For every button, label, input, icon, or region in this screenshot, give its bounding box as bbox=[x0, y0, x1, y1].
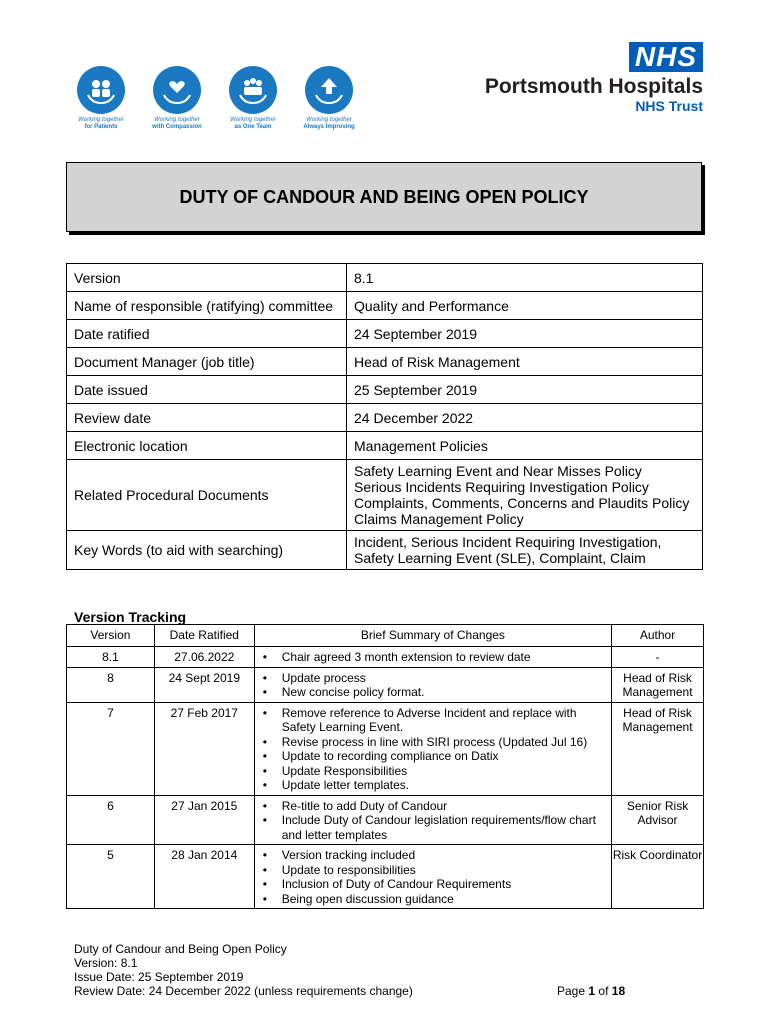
author-cell: Head of Risk Management bbox=[612, 702, 704, 795]
page-of: of bbox=[598, 984, 609, 998]
change-item: • Update letter templates. bbox=[255, 778, 611, 793]
date-cell: 27 Jan 2015 bbox=[154, 795, 254, 845]
value-improving bbox=[292, 66, 366, 131]
author-cell: Senior Risk Advisor bbox=[612, 795, 704, 845]
table-row bbox=[67, 667, 704, 702]
trust-values bbox=[64, 66, 368, 131]
page-number bbox=[557, 984, 625, 998]
value-line1: Working together bbox=[230, 117, 276, 123]
nhs-logo: NHS bbox=[629, 42, 703, 72]
table-row bbox=[67, 264, 703, 292]
title-box bbox=[66, 162, 702, 232]
info-value: 24 September 2019 bbox=[347, 320, 703, 348]
compassion-icon bbox=[153, 66, 201, 114]
value-team bbox=[216, 66, 290, 131]
trust-logo bbox=[485, 42, 703, 114]
info-label: Document Manager (job title) bbox=[67, 348, 347, 376]
info-value bbox=[347, 460, 703, 531]
value-line2: Always Improving bbox=[303, 124, 355, 130]
change-item: • Version tracking included bbox=[255, 848, 611, 863]
version-cell: 6 bbox=[67, 795, 155, 845]
table-row bbox=[67, 348, 703, 376]
table-header-row bbox=[67, 625, 704, 647]
page-prefix: Page bbox=[557, 984, 586, 998]
change-item: • Chair agreed 3 month extension to review date bbox=[255, 650, 611, 665]
footer-line: Version: 8.1 bbox=[74, 956, 138, 970]
version-cell: 5 bbox=[67, 845, 155, 909]
value-compassion bbox=[140, 66, 214, 131]
change-item: • Include Duty of Candour legislation requirements/flow chart and letter templates bbox=[255, 813, 611, 842]
team-icon bbox=[229, 66, 277, 114]
date-cell: 24 Sept 2019 bbox=[154, 667, 254, 702]
info-label: Related Procedural Documents bbox=[67, 460, 347, 531]
trust-subtitle: NHS Trust bbox=[635, 98, 703, 114]
change-item: • Being open discussion guidance bbox=[255, 892, 611, 907]
author-cell: - bbox=[612, 647, 704, 668]
table-row bbox=[67, 845, 704, 909]
change-item: • Update Responsibilities bbox=[255, 764, 611, 779]
date-cell: 28 Jan 2014 bbox=[154, 845, 254, 909]
info-value: Head of Risk Management bbox=[347, 348, 703, 376]
related-doc: Claims Management Policy bbox=[354, 511, 524, 527]
patients-icon bbox=[77, 66, 125, 114]
table-row bbox=[67, 702, 704, 795]
changes-cell bbox=[254, 702, 611, 795]
table-row bbox=[67, 376, 703, 404]
change-item: • Update to responsibilities bbox=[255, 863, 611, 878]
table-row bbox=[67, 320, 703, 348]
changes-cell bbox=[254, 667, 611, 702]
info-label: Electronic location bbox=[67, 432, 347, 460]
table-row bbox=[67, 460, 703, 531]
version-tracking-table bbox=[66, 624, 704, 909]
date-cell: 27 Feb 2017 bbox=[154, 702, 254, 795]
table-row bbox=[67, 795, 704, 845]
table-row bbox=[67, 647, 704, 668]
changes-cell bbox=[254, 845, 611, 909]
related-doc: Complaints, Comments, Concerns and Plaudits Policy bbox=[354, 495, 690, 511]
trust-name: Portsmouth Hospitals bbox=[484, 75, 703, 98]
value-line1: Working together bbox=[78, 117, 124, 123]
value-line2: with Compassion bbox=[152, 124, 202, 130]
author-cell: Head of Risk Management bbox=[612, 667, 704, 702]
date-cell: 27.06.2022 bbox=[154, 647, 254, 668]
footer bbox=[74, 942, 413, 998]
table-row bbox=[67, 432, 703, 460]
changes-cell bbox=[254, 795, 611, 845]
table-row bbox=[67, 531, 703, 570]
table-row bbox=[67, 404, 703, 432]
related-doc: Serious Incidents Requiring Investigation Policy bbox=[354, 479, 649, 495]
table-row bbox=[67, 292, 703, 320]
footer-line: Duty of Candour and Being Open Policy bbox=[74, 942, 287, 956]
page-title: DUTY OF CANDOUR AND BEING OPEN POLICY bbox=[179, 186, 589, 207]
change-item: • Revise process in line with SIRI process (Updated Jul 16) bbox=[255, 735, 611, 750]
info-label: Version bbox=[67, 264, 347, 292]
info-value: Management Policies bbox=[347, 432, 703, 460]
info-label: Date ratified bbox=[67, 320, 347, 348]
info-label: Key Words (to aid with searching) bbox=[67, 531, 347, 570]
document-info-table bbox=[66, 263, 703, 570]
column-header: Author bbox=[612, 625, 704, 647]
keywords-line: Incident, Serious Incident Requiring Investigation, bbox=[354, 534, 662, 550]
change-item: • Update process bbox=[255, 671, 611, 686]
version-cell: 8 bbox=[67, 667, 155, 702]
info-value: 25 September 2019 bbox=[347, 376, 703, 404]
author-cell: Risk Coordinator bbox=[612, 845, 704, 909]
change-item: • Re-title to add Duty of Candour bbox=[255, 799, 611, 814]
value-line2: as One Team bbox=[234, 124, 272, 130]
info-value: 8.1 bbox=[347, 264, 703, 292]
page-current: 1 bbox=[588, 984, 596, 998]
column-header: Brief Summary of Changes bbox=[254, 625, 611, 647]
page-total: 18 bbox=[611, 984, 626, 998]
change-item: • New concise policy format. bbox=[255, 685, 611, 700]
info-label: Date issued bbox=[67, 376, 347, 404]
changes-cell bbox=[254, 647, 611, 668]
column-header: Date Ratified bbox=[154, 625, 254, 647]
info-label: Review date bbox=[67, 404, 347, 432]
version-cell: 8.1 bbox=[67, 647, 155, 668]
column-header: Version bbox=[67, 625, 155, 647]
value-line2: for Patients bbox=[84, 124, 118, 130]
change-item: • Remove reference to Adverse Incident and replace with Safety Learning Event. bbox=[255, 706, 611, 735]
related-doc: Safety Learning Event and Near Misses Policy bbox=[354, 463, 642, 479]
change-item: • Inclusion of Duty of Candour Requirements bbox=[255, 877, 611, 892]
version-cell: 7 bbox=[67, 702, 155, 795]
value-line1: Working together bbox=[306, 117, 352, 123]
footer-line: Issue Date: 25 September 2019 bbox=[74, 970, 244, 984]
keywords-line: Safety Learning Event (SLE), Complaint, Claim bbox=[354, 550, 646, 566]
info-label: Name of responsible (ratifying) committee bbox=[67, 292, 347, 320]
version-tracking-heading: Version Tracking bbox=[74, 609, 187, 625]
info-value: Quality and Performance bbox=[347, 292, 703, 320]
value-patients bbox=[64, 66, 138, 131]
change-item: • Update to recording compliance on Datix bbox=[255, 749, 611, 764]
info-value bbox=[347, 531, 703, 570]
value-line1: Working together bbox=[154, 117, 200, 123]
info-value: 24 December 2022 bbox=[347, 404, 703, 432]
improving-icon bbox=[305, 66, 353, 114]
footer-line: Review Date: 24 December 2022 (unless requirements change) bbox=[74, 984, 413, 998]
